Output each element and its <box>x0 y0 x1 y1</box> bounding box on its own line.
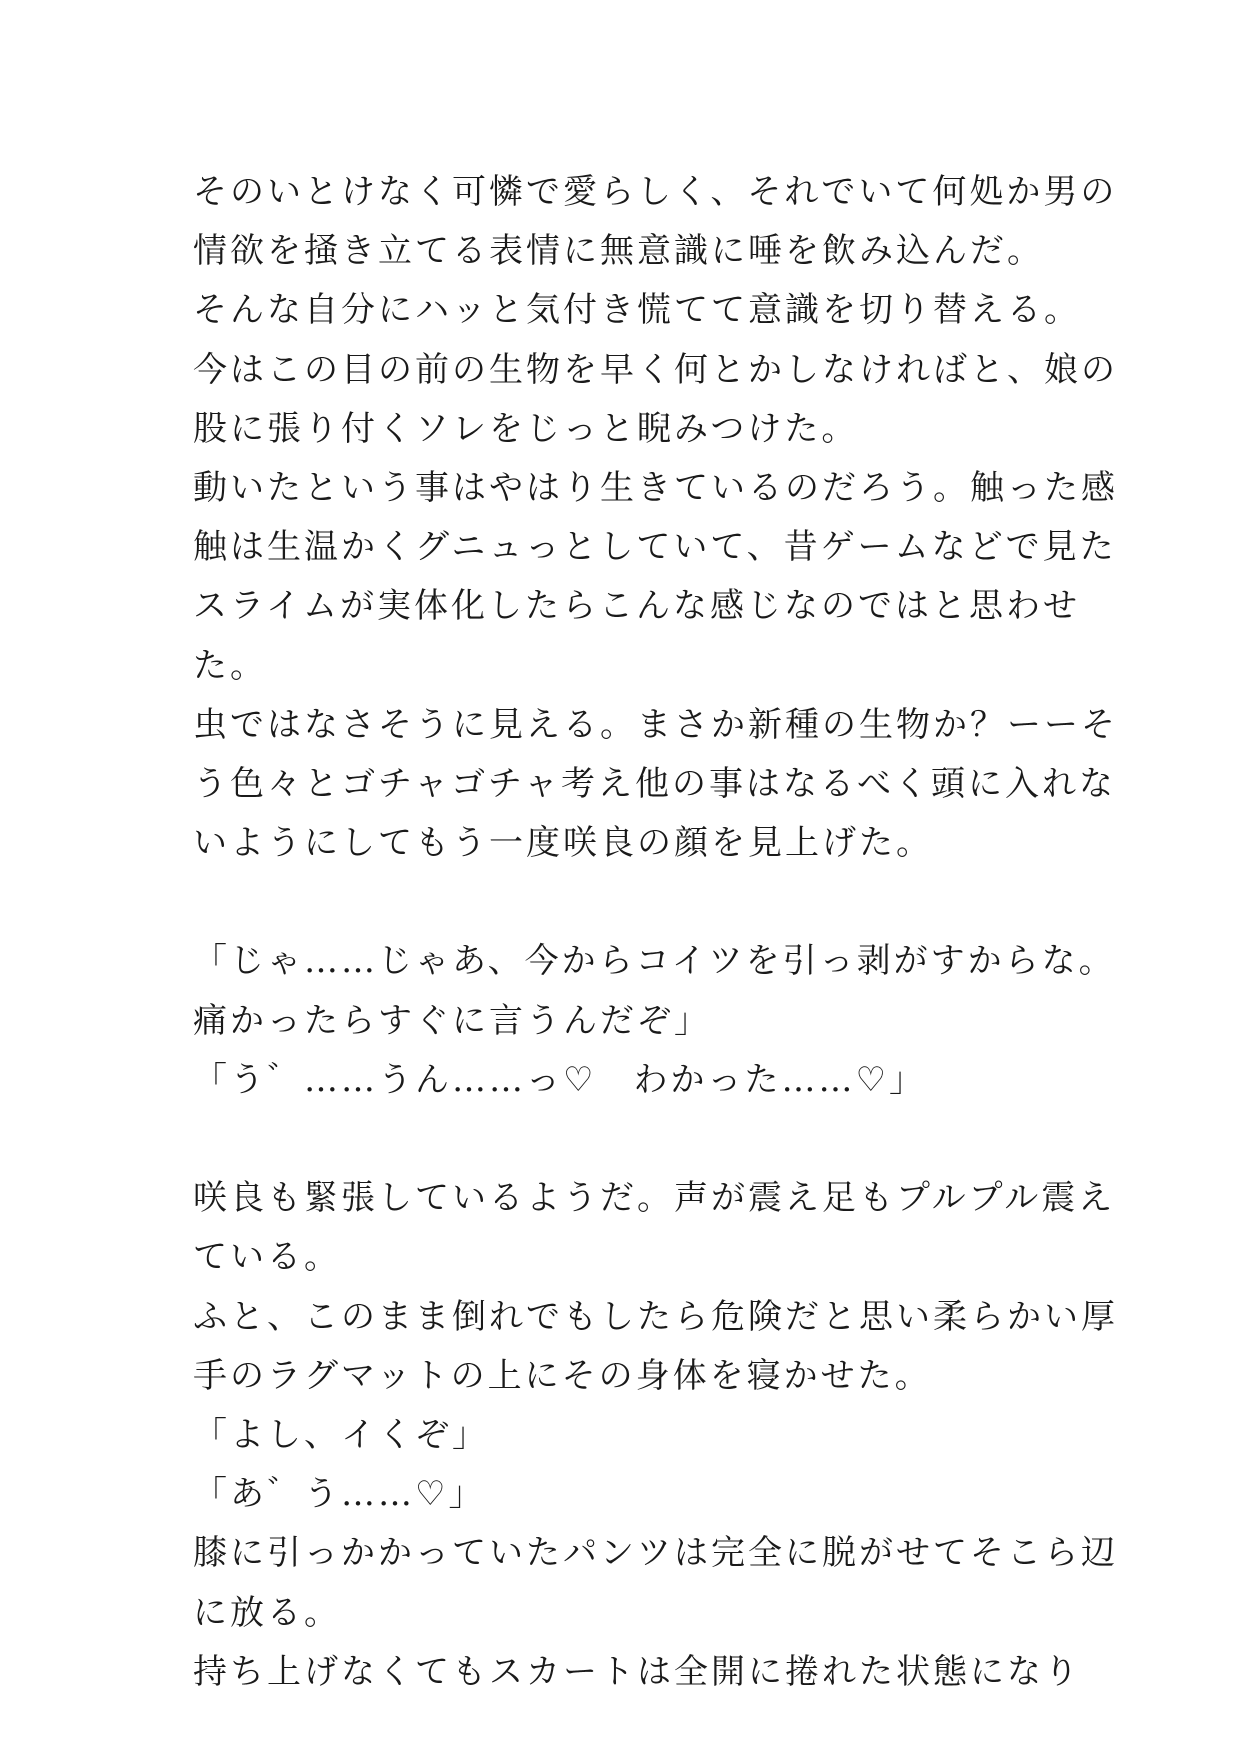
body-text <box>193 163 1118 1702</box>
text-line: スライムが実体化したらこんな感じなのではと思わせ <box>193 586 1080 627</box>
text-line: 手のラグマットの上にその身体を寝かせた。 <box>193 1355 932 1396</box>
text-line: 膝に引っかかっていたパンツは完全に脱がせてそこら辺 <box>193 1533 1118 1574</box>
text-line: 股に張り付くソレをじっと睨みつけた。 <box>193 408 859 449</box>
text-line: 情欲を掻き立てる表情に無意識に唾を飲み込んだ。 <box>193 231 1044 272</box>
text-line: そんな自分にハッと気付き慌てて意識を切り替える。 <box>193 290 1081 331</box>
text-line: 「よし、イくぞ」 <box>193 1414 489 1455</box>
text-line: た。 <box>193 645 267 686</box>
blank-line <box>193 1110 1073 1169</box>
text-line: いようにしてもう一度咲良の顔を見上げた。 <box>193 823 933 864</box>
text-line: 「う゛……うん……っ♡ わかった……♡」 <box>193 1059 926 1100</box>
text-line: 痛かったらすぐに言うんだぞ」 <box>193 1000 711 1041</box>
text-line: 動いたという事はやはり生きているのだろう。触った感 <box>193 467 1118 508</box>
text-line: 虫ではなさそうに見える。まさか新種の生物か？ーーそ <box>193 704 1118 745</box>
text-line: ている。 <box>193 1237 341 1278</box>
text-line: 「あ゛う……♡」 <box>193 1474 486 1515</box>
blank-line <box>193 873 1073 932</box>
text-line: ふと、このまま倒れでもしたら危険だと思い柔らかい厚 <box>193 1296 1118 1337</box>
text-line: 「じゃ……じゃあ、今からコイツを引っ剥がすからな。 <box>193 941 1116 982</box>
text-line: 持ち上げなくてもスカートは全開に捲れた状態になり <box>193 1651 1081 1692</box>
text-line: に放る。 <box>193 1592 341 1633</box>
text-line: そのいとけなく可憐で愛らしく、それでいて何処か男の <box>193 172 1118 212</box>
text-line: う色々とゴチャゴチャ考え他の事はなるべく頭に入れな <box>193 763 1116 804</box>
text-line: 咲良も緊張しているようだ。声が震え足もプルプル震え <box>193 1178 1116 1219</box>
text-line: 触は生温かくグニュっとしていて、昔ゲームなどで見た <box>193 527 1117 568</box>
text-line: 今はこの目の前の生物を早く何とかしなければと、娘の <box>193 349 1118 390</box>
